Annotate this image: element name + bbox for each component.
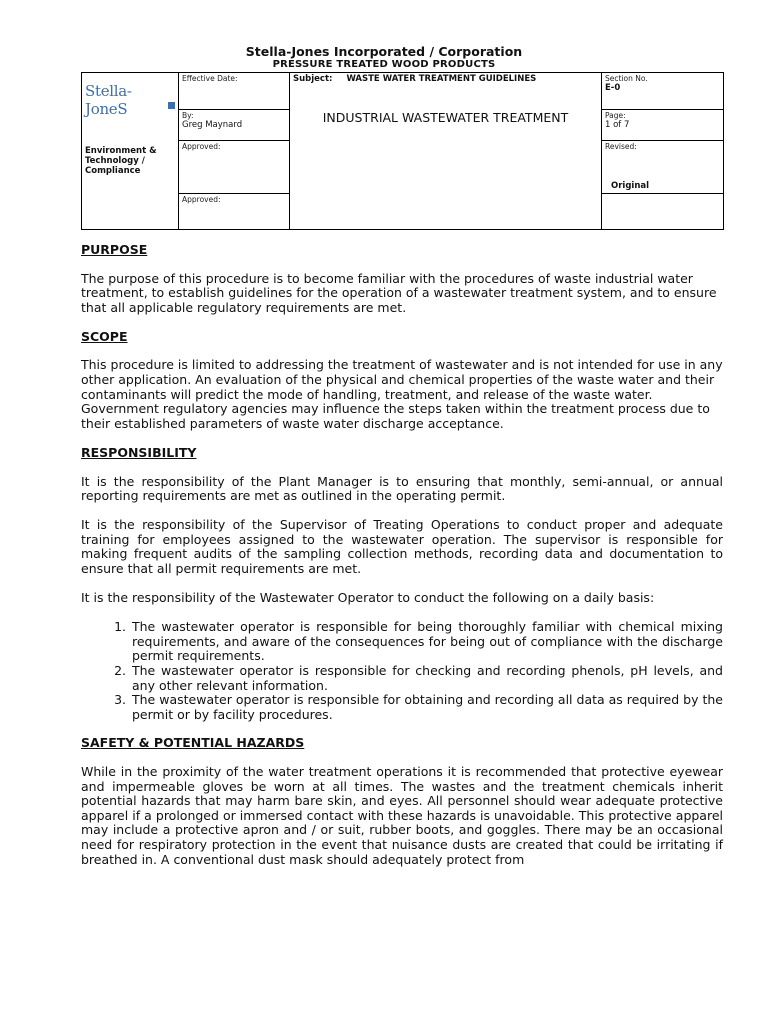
blank-cell <box>602 194 724 230</box>
page-label: Page: <box>605 111 626 120</box>
list-item: 1. The wastewater operator is responsible for being thoroughly familiar with chemical mixing requirements, and aware of the consequences for being out of compliance with the discharge permit requirements. <box>130 620 723 664</box>
list-item: 2. The wastewater operator is responsible for checking and recording phenols, pH levels, and any other relevant information. <box>130 664 723 693</box>
list-item: 3. The wastewater operator is responsible for obtaining and recording all data as required by the permit or by facility procedures. <box>130 693 723 722</box>
revised-cell <box>602 141 724 194</box>
responsibility-plant-manager: It is the responsibility of the Plant Manager is to ensuring that monthly, semi-annual, or annual reporting requirements are met as outlined in the operating permit. <box>81 473 723 504</box>
section-value: E-0 <box>605 83 621 93</box>
responsibility-operator-intro: It is the responsibility of the Wastewater Operator to conduct the following on a daily basis: <box>81 590 655 606</box>
effective-date-label: Effective Date: <box>182 74 238 83</box>
purpose-text: The purpose of this procedure is to become familiar with the procedures of waste industrial water treatment, to establish guidelines for the operation of a wastewater treatment system, and to ensure that all applicable regulatory requirements are met. <box>81 270 717 315</box>
company-title: Stella-Jones Incorporated / Corporation <box>245 44 523 59</box>
document-control-table <box>81 72 724 230</box>
safety-heading: SAFETY & POTENTIAL HAZARDS <box>81 735 305 751</box>
subject-cell <box>290 73 602 230</box>
page-cell <box>602 110 724 141</box>
company-logo: Stella-JoneS <box>85 82 175 118</box>
subject-line: Subject: WASTE WATER TREATMENT GUIDELINES <box>293 74 537 84</box>
approved-cell-1 <box>179 141 290 194</box>
approved-label-1: Approved: <box>182 142 221 151</box>
by-value: Greg Maynard <box>182 120 243 130</box>
revised-value: Original <box>611 181 650 191</box>
effective-date-cell <box>179 73 290 110</box>
approved-label-2: Approved: <box>182 195 221 204</box>
document-body <box>81 243 723 882</box>
subject-value: WASTE WATER TREATMENT GUIDELINES <box>346 74 537 84</box>
safety-text: While in the proximity of the water treatment operations it is recommended that protective eyewear and impermeable gloves be worn at all times. The wastes and the treatment chemicals inherit potential hazards that may harm bare skin, and eyes. All personnel should wear adequate protective apparel if a prolonged or immersed contact with these hazards is unavoidable. This protective apparel may include a protective apron and / or suit, rubber boots, and goggles. There may be an occasional need for respiratory protection in the event that nuisance dusts are created that could be irritating if breathed in. A conventional dust mask should adequately protect from <box>81 763 723 867</box>
section-cell <box>602 73 724 110</box>
approved-cell-2 <box>179 194 290 230</box>
product-subtitle: PRESSURE TREATED WOOD PRODUCTS <box>272 59 496 70</box>
section-label: Section No. <box>605 74 648 83</box>
page-value: 1 of 7 <box>605 120 630 130</box>
document-title: INDUSTRIAL WASTEWATER TREATMENT <box>322 110 569 125</box>
scope-text: This procedure is limited to addressing the treatment of wastewater and is not intended for use in any other application. An evaluation of the physical and chemical properties of the waste water and their contaminants will predict the mode of handling, treatment, and release of the waste water. Government regulatory agencies may influence the steps taken within the treatment process due to their established parameters of waste water discharge acceptance. <box>81 357 723 431</box>
department-label: Environment & Technology / Compliance <box>85 146 157 176</box>
responsibility-heading: RESPONSIBILITY <box>81 444 197 460</box>
purpose-heading: PURPOSE <box>81 242 148 257</box>
responsibility-supervisor: It is the responsibility of the Supervisor of Treating Operations to conduct proper and adequate training for employees assigned to the wastewater operation. The supervisor is responsible for making frequent audits of the sampling collection methods, recording data and documentation to ensure that all permit requirements are met. <box>81 517 723 576</box>
by-cell <box>179 110 290 141</box>
scope-heading: SCOPE <box>81 328 128 344</box>
logo-department-cell <box>82 73 179 230</box>
operator-duties-list <box>81 620 723 722</box>
revised-label: Revised: <box>605 142 637 151</box>
by-label: By: <box>182 111 194 120</box>
